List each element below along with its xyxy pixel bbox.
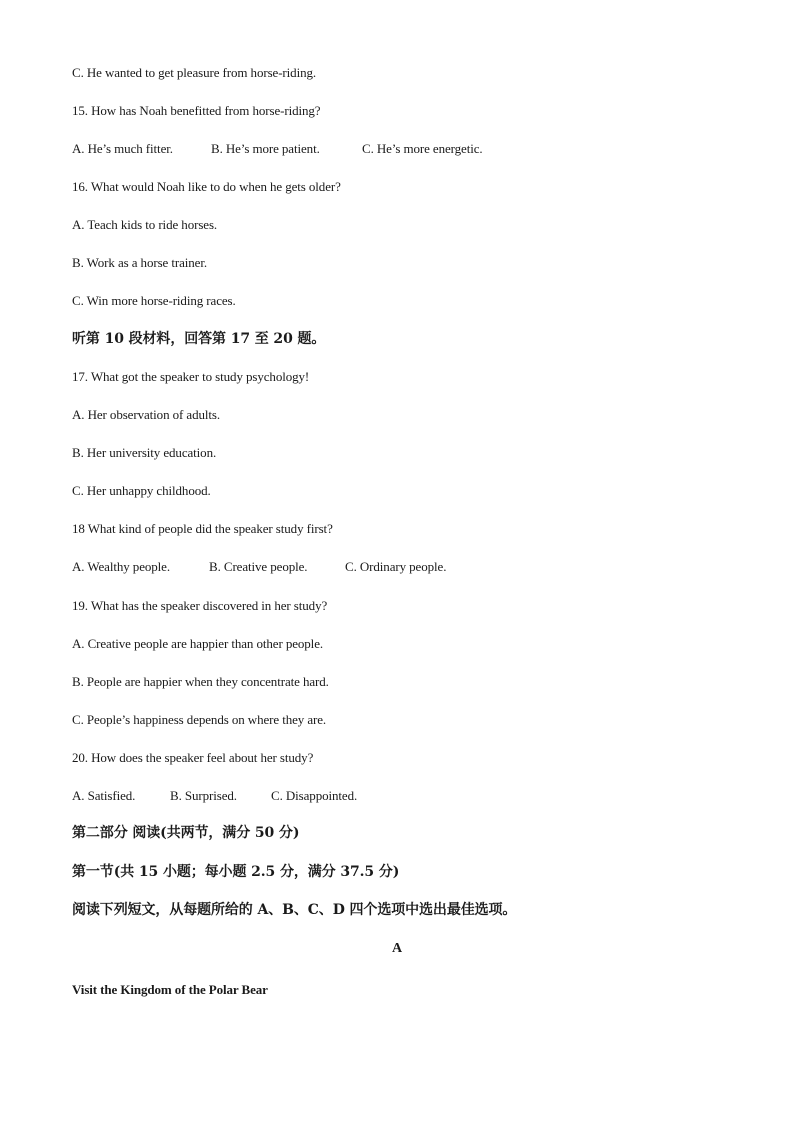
part2-heading: 第二部分 阅读(共两节，满分 50 分): [72, 825, 300, 841]
q18-option-a: A. Wealthy people.: [72, 559, 170, 574]
reading-instruction: 阅读下列短文，从每题所给的 A、B、C、D 四个选项中选出最佳选项。: [72, 902, 517, 918]
q19-question: 19. What has the speaker discovered in her study?: [72, 598, 328, 613]
q15-option-a: A. He’s much fitter.: [72, 141, 173, 156]
q20-question: 20. How does the speaker feel about her study?: [72, 750, 314, 765]
q20-option-b: B. Surprised.: [170, 788, 237, 803]
q20-option-c: C. Disappointed.: [271, 788, 358, 803]
q18-question: 18 What kind of people did the speaker study first?: [72, 521, 333, 536]
q16-question: 16. What would Noah like to do when he gets older?: [72, 179, 341, 194]
q17-option-c: C. Her unhappy childhood.: [72, 483, 211, 498]
q15-question: 15. How has Noah benefitted from horse-riding?: [72, 103, 321, 118]
q15-option-b: B. He’s more patient.: [211, 141, 320, 156]
q16-option-c: C. Win more horse-riding races.: [72, 293, 236, 308]
section10-heading: 听第 10 段材料，回答第 17 至 20 题。: [72, 331, 326, 347]
q17-question: 17. What got the speaker to study psychology!: [72, 369, 310, 384]
q17-option-b: B. Her university education.: [72, 445, 217, 460]
q19-option-c: C. People’s happiness depends on where they are.: [72, 712, 327, 727]
q15-option-c: C. He’s more energetic.: [362, 141, 483, 156]
q18-option-b: B. Creative people.: [209, 559, 308, 574]
q14-option-c: C. He wanted to get pleasure from horse-riding.: [72, 65, 317, 80]
q20-options: [72, 788, 357, 804]
q15-options: [72, 141, 483, 157]
q20-option-a: A. Satisfied.: [72, 788, 136, 803]
q19-option-b: B. People are happier when they concentrate hard.: [72, 674, 329, 689]
q16-option-a: A. Teach kids to ride horses.: [72, 217, 218, 232]
section1-heading: 第一节(共 15 小题；每小题 2.5 分，满分 37.5 分): [72, 864, 400, 880]
q18-options: [72, 559, 446, 575]
passage-letter: A: [391, 941, 402, 956]
passage-title: Visit the Kingdom of the Polar Bear: [72, 982, 268, 997]
q19-option-a: A. Creative people are happier than other people.: [72, 636, 324, 651]
q16-option-b: B. Work as a horse trainer.: [72, 255, 208, 270]
q18-option-c: C. Ordinary people.: [345, 559, 447, 574]
q17-option-a: A. Her observation of adults.: [72, 407, 221, 422]
